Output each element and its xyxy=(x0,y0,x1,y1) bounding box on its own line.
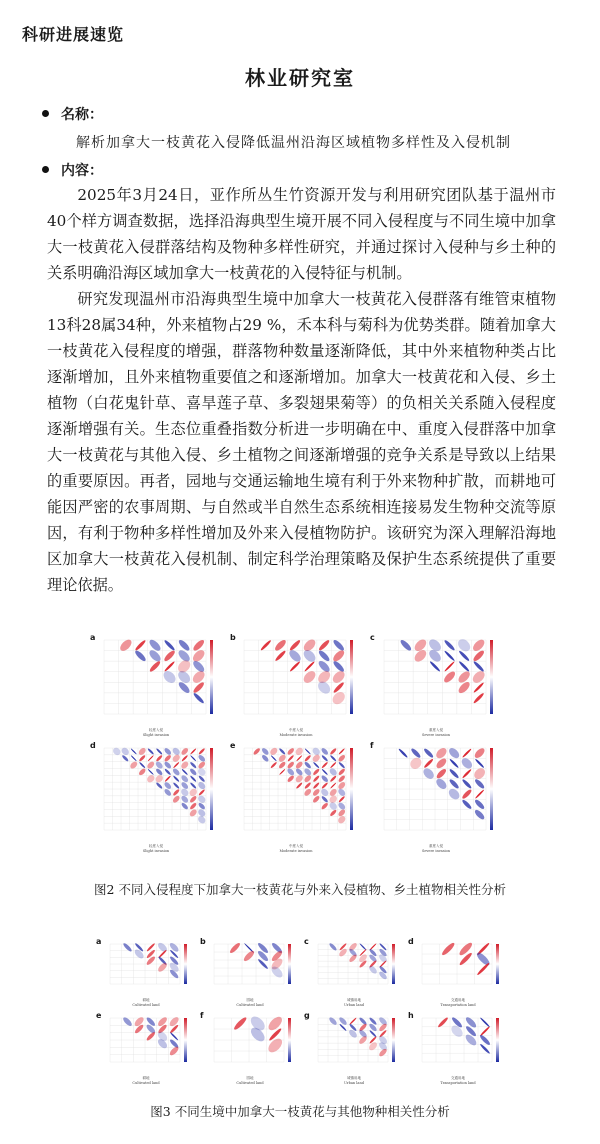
correlation-ellipse xyxy=(317,649,331,663)
correlation-ellipse xyxy=(155,754,163,762)
correlation-ellipse xyxy=(321,769,328,776)
correlation-ellipse xyxy=(321,782,328,789)
panel-letter: c xyxy=(370,633,375,642)
correlation-ellipse xyxy=(295,767,304,776)
color-scale-bar xyxy=(490,640,493,714)
correlation-matrix xyxy=(200,1014,300,1074)
correlation-ellipse xyxy=(349,1017,357,1025)
panel-label-en: Moderate invasion xyxy=(279,733,313,737)
correlation-ellipse xyxy=(193,692,205,704)
correlation-ellipse xyxy=(304,661,315,672)
panel-letter: c xyxy=(304,937,309,946)
correlation-ellipse xyxy=(198,775,206,783)
paragraph: 研究发现温州市沿海典型生境中加拿大一枝黄花入侵群落有维管束植物13科28属34种，外来植物占29 %，禾本科与菊科为优势类群。随着加拿大一枝黄花入侵程度的增强，群落物种数量逐渐降低，其中外来植物种类占比逐渐增加，且外来植物重要值之和逐渐增加。加拿大一枝黄花和入侵、乡土植物（白花鬼针草、喜旱莲子草、多裂翅果菊等）的负相关关系随入侵程度逐渐增强有关。生态位重叠指数分析进一步明确在中、重度入侵群落中加拿大一枝黄花与其他入侵、乡土植物之间逐渐增强的竞争关系是导致以上结果的重要原因。再者，园地与交通运输地生境有利于外来物种扩散，而耕地可能因严密的农事周期、与自然或半自然生态系统相连接易发生物种交流等原因，有利于物种多样性增加及外来入侵植物防护。该研究为深入理解沿海地区加拿大一枝黄花入侵机制、制定科学治理策略及保护生态系统提供了重要理论依据。 xyxy=(47,290,556,594)
panel-label-zh: 园地 xyxy=(246,998,254,1002)
correlation-ellipse xyxy=(266,1036,285,1055)
correlation-ellipse xyxy=(333,681,345,693)
correlation-ellipse xyxy=(368,964,378,974)
correlation-ellipse xyxy=(475,789,485,799)
correlation-ellipse xyxy=(172,795,181,804)
correlation-ellipse xyxy=(197,802,206,811)
panel-label-en: Slight invasion xyxy=(142,733,170,737)
panel-label-en: Severe invasion xyxy=(421,733,451,737)
correlation-ellipse xyxy=(147,755,154,762)
name-bullet xyxy=(42,104,103,124)
correlation-ellipse xyxy=(330,762,337,769)
correlation-ellipse xyxy=(304,748,311,755)
correlation-ellipse xyxy=(441,941,456,956)
page-title: 林业研究室 xyxy=(245,66,355,90)
correlation-ellipse xyxy=(313,762,320,769)
correlation-ellipse xyxy=(321,761,328,768)
correlation-ellipse xyxy=(260,639,272,651)
correlation-ellipse xyxy=(188,787,198,797)
correlation-ellipse xyxy=(312,788,321,797)
correlation-ellipse xyxy=(461,799,472,810)
correlation-ellipse xyxy=(449,1023,465,1039)
correlation-matrix xyxy=(90,744,222,842)
correlation-ellipse xyxy=(429,661,441,673)
color-scale-bar xyxy=(184,944,187,984)
correlation-ellipse xyxy=(266,1014,284,1032)
color-scale-bar xyxy=(392,944,395,984)
correlation-ellipse xyxy=(449,768,460,779)
color-scale-bar xyxy=(490,748,493,830)
correlation-ellipse xyxy=(190,755,197,762)
correlation-ellipse xyxy=(163,788,172,797)
content-label: 内容： xyxy=(61,163,103,179)
correlation-ellipse xyxy=(134,649,147,662)
correlation-ellipse xyxy=(172,788,180,796)
panel-label-zh: 交通用地 xyxy=(451,1076,465,1080)
correlation-ellipse xyxy=(338,775,346,783)
correlation-ellipse xyxy=(448,778,460,790)
color-scale-bar xyxy=(288,944,291,984)
correlation-ellipse xyxy=(164,775,171,782)
panel-label-en: Cultivated land xyxy=(236,1081,264,1085)
panel-label-zh: 轻度入侵 xyxy=(149,728,163,732)
correlation-ellipse xyxy=(423,758,434,769)
correlation-ellipse xyxy=(434,777,448,791)
color-scale-bar xyxy=(392,1018,395,1062)
panel-label-zh: 轻度入侵 xyxy=(149,844,163,848)
correlation-ellipse xyxy=(163,761,172,770)
correlation-ellipse xyxy=(164,754,172,762)
correlation-ellipse xyxy=(198,789,205,796)
panel-label-en: Cultivated land xyxy=(236,1003,264,1007)
correlation-ellipse xyxy=(480,1017,491,1028)
panel-letter: b xyxy=(200,937,206,946)
correlation-ellipse xyxy=(367,1041,378,1052)
correlation-ellipse xyxy=(173,782,180,789)
correlation-ellipse xyxy=(475,951,491,967)
correlation-matrix xyxy=(230,636,362,726)
correlation-ellipse xyxy=(122,1016,133,1027)
correlation-ellipse xyxy=(474,798,486,810)
paragraph: 2025年3月24日，亚作所丛生竹资源开发与利用研究团队基于温州市40个样方调查数据，选择沿海典型生境开展不同入侵程度与不同生境中加拿大一枝黄花入侵群落结构及物种多样性研究，并通过探讨入侵种与乡土种的关系明确沿海区域加拿大一枝黄花的入侵特征与机制。 xyxy=(47,186,556,282)
correlation-ellipse xyxy=(443,639,455,651)
correlation-ellipse xyxy=(320,747,329,756)
bullet-dot-icon xyxy=(42,110,49,117)
correlation-ellipse xyxy=(480,1026,491,1037)
color-scale-bar xyxy=(210,640,213,714)
color-scale-bar xyxy=(350,640,353,714)
correlation-ellipse xyxy=(318,639,331,652)
panel-label-zh: 城镇用地 xyxy=(347,1076,361,1080)
figure-panel xyxy=(304,1011,404,1088)
panel-letter: a xyxy=(90,633,96,642)
panel-letter: e xyxy=(96,1011,102,1020)
correlation-ellipse xyxy=(168,941,180,953)
correlation-ellipse xyxy=(458,650,470,662)
correlation-ellipse xyxy=(147,748,154,755)
panel-label-en: Slight invasion xyxy=(142,849,170,853)
correlation-ellipse xyxy=(472,649,486,663)
correlation-ellipse xyxy=(286,761,295,770)
correlation-ellipse xyxy=(330,755,337,762)
panel-label-en: Cultivated land xyxy=(132,1081,160,1085)
correlation-ellipse xyxy=(295,761,304,770)
correlation-ellipse xyxy=(130,748,137,755)
correlation-ellipse xyxy=(189,795,198,804)
correlation-ellipse xyxy=(164,768,171,775)
figure-2-caption: 图2 不同入侵程度下加拿大一枝黄花与外来入侵植物、乡土植物相关性分析 xyxy=(94,882,506,897)
correlation-ellipse xyxy=(191,669,207,685)
correlation-matrix xyxy=(96,1014,196,1074)
panel-letter: h xyxy=(408,1011,414,1020)
correlation-ellipse xyxy=(163,781,172,790)
correlation-ellipse xyxy=(337,808,346,817)
correlation-ellipse xyxy=(164,661,176,673)
correlation-ellipse xyxy=(163,639,175,651)
panel-label-zh: 耕地 xyxy=(142,1076,150,1080)
figure-panel xyxy=(200,1011,300,1088)
correlation-matrix xyxy=(90,636,222,726)
correlation-matrix xyxy=(408,940,508,996)
correlation-ellipse xyxy=(270,755,277,762)
correlation-ellipse xyxy=(170,1032,179,1041)
correlation-ellipse xyxy=(330,782,337,789)
correlation-ellipse xyxy=(330,690,347,707)
correlation-ellipse xyxy=(168,1016,180,1028)
correlation-ellipse xyxy=(474,778,486,790)
correlation-ellipse xyxy=(462,769,472,779)
correlation-ellipse xyxy=(121,754,129,762)
correlation-ellipse xyxy=(156,941,168,953)
correlation-ellipse xyxy=(177,680,191,694)
panel-letter: d xyxy=(90,741,96,750)
correlation-ellipse xyxy=(287,775,295,783)
color-scale-bar xyxy=(184,1018,187,1062)
correlation-ellipse xyxy=(338,1016,348,1026)
correlation-ellipse xyxy=(398,748,408,758)
correlation-ellipse xyxy=(122,942,132,952)
correlation-matrix xyxy=(408,1014,508,1074)
content-bullet xyxy=(42,160,103,180)
correlation-ellipse xyxy=(449,758,459,768)
correlation-ellipse xyxy=(278,761,287,770)
panel-letter: d xyxy=(408,937,414,946)
correlation-ellipse xyxy=(329,748,337,756)
correlation-ellipse xyxy=(410,747,422,759)
panel-label-zh: 交通用地 xyxy=(451,998,465,1002)
correlation-matrix xyxy=(200,940,300,996)
correlation-ellipse xyxy=(177,638,191,652)
correlation-ellipse xyxy=(161,669,178,686)
correlation-matrix xyxy=(304,940,404,996)
correlation-ellipse xyxy=(279,748,286,755)
correlation-ellipse xyxy=(273,638,287,652)
correlation-matrix xyxy=(96,940,196,996)
correlation-ellipse xyxy=(301,669,317,685)
correlation-ellipse xyxy=(458,661,470,673)
correlation-ellipse xyxy=(312,775,320,783)
correlation-ellipse xyxy=(473,808,485,820)
correlation-ellipse xyxy=(270,761,277,768)
figure-panel xyxy=(408,937,508,1010)
correlation-ellipse xyxy=(321,802,329,810)
correlation-ellipse xyxy=(181,802,189,810)
correlation-ellipse xyxy=(378,970,388,980)
panel-label-en: Severe invasion xyxy=(421,849,451,853)
correlation-ellipse xyxy=(338,796,345,803)
correlation-ellipse xyxy=(173,775,180,782)
panel-label-zh: 城镇用地 xyxy=(347,998,361,1002)
figure-panel xyxy=(304,937,404,1010)
correlation-ellipse xyxy=(155,768,163,776)
panel-label-zh: 重度入侵 xyxy=(429,728,443,732)
figure-panel xyxy=(200,937,300,1010)
panel-letter: e xyxy=(230,741,236,750)
correlation-ellipse xyxy=(191,648,207,664)
correlation-ellipse xyxy=(190,748,197,755)
correlation-ellipse xyxy=(312,768,320,776)
correlation-ellipse xyxy=(444,650,456,662)
figure-3-caption: 图3 不同生境中加拿大一枝黄花与其他物种相关性分析 xyxy=(150,1104,450,1119)
figure-panel xyxy=(370,741,502,856)
article-body xyxy=(47,182,556,598)
panel-label-zh: 中度入侵 xyxy=(289,728,303,732)
correlation-ellipse xyxy=(330,775,337,782)
correlation-ellipse xyxy=(286,747,295,756)
correlation-ellipse xyxy=(332,639,345,652)
correlation-ellipse xyxy=(163,747,172,756)
correlation-ellipse xyxy=(261,747,270,756)
name-label: 名称： xyxy=(61,107,103,123)
correlation-ellipse xyxy=(399,639,413,653)
color-scale-bar xyxy=(496,944,499,984)
correlation-ellipse xyxy=(130,755,137,762)
correlation-ellipse xyxy=(338,768,346,776)
correlation-ellipse xyxy=(139,762,146,769)
panel-letter: f xyxy=(200,1011,204,1020)
correlation-ellipse xyxy=(157,961,169,973)
figure-panel xyxy=(96,1011,196,1088)
correlation-ellipse xyxy=(181,755,188,762)
correlation-ellipse xyxy=(296,755,303,762)
correlation-ellipse xyxy=(444,661,455,672)
correlation-ellipse xyxy=(181,768,188,775)
correlation-ellipse xyxy=(229,942,242,955)
correlation-ellipse xyxy=(190,782,197,789)
correlation-ellipse xyxy=(303,774,312,783)
figure-panel xyxy=(230,741,362,856)
correlation-ellipse xyxy=(442,670,457,685)
correlation-ellipse xyxy=(437,1017,449,1029)
article-title: 解析加拿大一枝黄花入侵降低温州沿海区域植物多样性及入侵机制 xyxy=(76,135,511,151)
correlation-ellipse xyxy=(287,755,294,762)
figure-panel xyxy=(96,937,196,1010)
correlation-ellipse xyxy=(304,782,312,790)
correlation-ellipse xyxy=(189,761,197,769)
correlation-matrix xyxy=(230,744,362,842)
correlation-ellipse xyxy=(338,947,348,957)
panel-letter: b xyxy=(230,633,236,642)
correlation-ellipse xyxy=(279,769,286,776)
correlation-ellipse xyxy=(189,802,197,810)
panel-label-en: Urban land xyxy=(343,1003,365,1007)
correlation-ellipse xyxy=(471,669,487,685)
correlation-ellipse xyxy=(163,649,176,662)
correlation-ellipse xyxy=(304,754,312,762)
correlation-ellipse xyxy=(338,748,345,755)
color-scale-bar xyxy=(288,1018,291,1062)
correlation-ellipse xyxy=(289,639,302,652)
correlation-matrix xyxy=(370,636,502,726)
figure-panel xyxy=(370,633,502,740)
figure-panel xyxy=(230,633,362,740)
correlation-ellipse xyxy=(473,682,485,694)
correlation-ellipse xyxy=(321,754,329,762)
correlation-ellipse xyxy=(189,768,198,777)
correlation-ellipse xyxy=(447,746,461,760)
panel-label-zh: 重度入侵 xyxy=(429,844,443,848)
correlation-ellipse xyxy=(456,637,473,654)
color-scale-bar xyxy=(496,1018,499,1062)
figure-panel xyxy=(90,741,222,856)
correlation-ellipse xyxy=(261,754,270,763)
correlation-ellipse xyxy=(337,754,346,763)
correlation-ellipse xyxy=(155,782,163,790)
correlation-ellipse xyxy=(289,661,301,673)
correlation-ellipse xyxy=(435,757,448,770)
correlation-ellipse xyxy=(320,774,329,783)
correlation-matrix xyxy=(304,1014,404,1074)
correlation-ellipse xyxy=(138,754,146,762)
bullet-dot-icon xyxy=(42,166,49,173)
correlation-ellipse xyxy=(196,767,207,778)
correlation-ellipse xyxy=(192,681,205,694)
correlation-ellipse xyxy=(461,788,473,800)
correlation-ellipse xyxy=(190,775,197,782)
correlation-ellipse xyxy=(242,949,255,962)
correlation-ellipse xyxy=(304,761,312,769)
figure-panel xyxy=(90,633,222,740)
correlation-ellipse xyxy=(198,748,205,755)
correlation-ellipse xyxy=(423,747,434,758)
color-scale-bar xyxy=(350,748,353,830)
correlation-ellipse xyxy=(338,761,345,768)
correlation-ellipse xyxy=(408,755,424,771)
correlation-ellipse xyxy=(312,795,321,804)
panel-label-zh: 中度入侵 xyxy=(289,844,303,848)
correlation-ellipse xyxy=(473,747,486,760)
correlation-ellipse xyxy=(253,747,261,755)
figure-panel xyxy=(408,1011,508,1088)
panel-label-en: Cultivated land xyxy=(132,1003,160,1007)
panel-label-zh: 耕地 xyxy=(142,998,150,1002)
correlation-ellipse xyxy=(331,669,347,685)
correlation-ellipse xyxy=(473,660,485,672)
correlation-ellipse xyxy=(329,809,337,817)
correlation-ellipse xyxy=(328,942,337,951)
color-scale-bar xyxy=(210,748,213,830)
correlation-ellipse xyxy=(156,748,163,755)
panel-letter: g xyxy=(304,1011,310,1020)
correlation-ellipse xyxy=(473,692,485,704)
panel-label-zh: 园地 xyxy=(246,1076,254,1080)
panel-letter: a xyxy=(96,937,102,946)
correlation-ellipse xyxy=(475,758,485,768)
correlation-ellipse xyxy=(462,748,472,758)
panel-label-en: Moderate invasion xyxy=(279,849,313,853)
page-header: 科研进展速览 xyxy=(22,25,125,44)
panel-letter: f xyxy=(370,741,374,750)
panel-label-en: Transportation land xyxy=(440,1003,476,1007)
correlation-ellipse xyxy=(197,754,206,763)
correlation-ellipse xyxy=(172,767,181,776)
correlation-ellipse xyxy=(134,639,146,651)
correlation-ellipse xyxy=(173,762,180,769)
correlation-ellipse xyxy=(328,1016,338,1026)
correlation-ellipse xyxy=(321,795,329,803)
correlation-ellipse xyxy=(274,650,286,662)
correlation-ellipse xyxy=(192,638,206,652)
correlation-ellipse xyxy=(133,948,145,960)
correlation-ellipse xyxy=(348,1028,359,1039)
correlation-ellipse xyxy=(464,1033,478,1047)
correlation-ellipse xyxy=(296,782,303,789)
correlation-ellipse xyxy=(332,660,345,673)
correlation-ellipse xyxy=(435,768,447,780)
correlation-ellipse xyxy=(112,746,122,756)
panel-label-en: Transportation land xyxy=(440,1081,476,1085)
correlation-ellipse xyxy=(180,747,189,756)
panel-label-en: Urban land xyxy=(343,1081,365,1085)
correlation-ellipse xyxy=(180,781,189,790)
correlation-ellipse xyxy=(313,782,320,789)
correlation-ellipse xyxy=(147,769,154,776)
correlation-ellipse xyxy=(133,1016,145,1028)
correlation-ellipse xyxy=(138,767,147,776)
correlation-ellipse xyxy=(461,778,472,789)
correlation-ellipse xyxy=(149,660,162,673)
correlation-matrix xyxy=(370,744,502,842)
